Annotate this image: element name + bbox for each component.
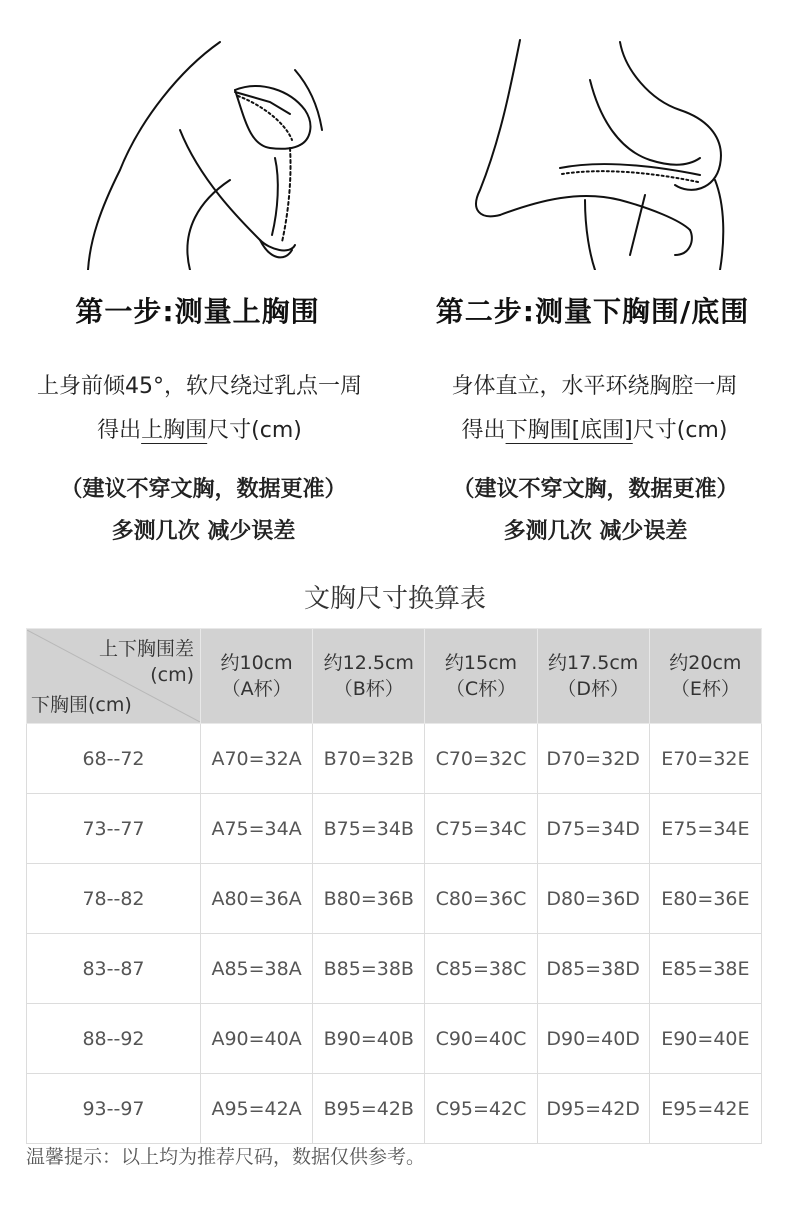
under-bust-drawing: [450, 30, 790, 270]
column-c-cup: （C杯）: [445, 678, 517, 700]
size-cell: C75=34C: [425, 794, 537, 864]
column-header-d: [537, 629, 649, 724]
size-cell: E95=42E: [649, 1074, 761, 1144]
step1-desc-prefix: 得出: [97, 418, 142, 443]
size-cell: E70=32E: [649, 724, 761, 794]
size-cell: A90=40A: [201, 1004, 313, 1074]
table-row: [27, 1074, 762, 1144]
band-cell: 78--82: [27, 864, 201, 934]
step1-desc-measure: 上胸围: [141, 418, 208, 443]
step1-tip-line1: （建议不穿文胸，数据更准）: [60, 477, 347, 502]
table-row: [27, 794, 762, 864]
step2-tip-line2: 多测几次 减少误差: [503, 519, 688, 544]
size-cell: E80=36E: [649, 864, 761, 934]
table-corner-header: [27, 629, 201, 724]
size-cell: C85=38C: [425, 934, 537, 1004]
table-row: [27, 934, 762, 1004]
size-cell: D80=36D: [537, 864, 649, 934]
column-c-diff: 约15cm: [444, 652, 518, 674]
table-row: [27, 1004, 762, 1074]
step2-desc-line1: 身体直立，水平环绕胸腔一周: [451, 374, 738, 399]
size-cell: A75=34A: [201, 794, 313, 864]
illustration-under-bust: [450, 30, 790, 270]
step1-desc-suffix: 尺寸(cm): [207, 418, 302, 443]
step2-tip-line1: （建议不穿文胸，数据更准）: [452, 477, 739, 502]
column-a-diff: 约10cm: [220, 652, 293, 674]
table-row: [27, 724, 762, 794]
band-cell: 73--77: [27, 794, 201, 864]
size-cell: A95=42A: [201, 1074, 313, 1144]
column-e-cup: （E杯）: [670, 678, 740, 700]
band-cell: 93--97: [27, 1074, 201, 1144]
corner-top-unit: (cm): [150, 664, 194, 686]
band-cell: 68--72: [27, 724, 201, 794]
size-cell: D75=34D: [537, 794, 649, 864]
table-header-row: [27, 629, 762, 724]
column-header-b: [313, 629, 425, 724]
column-header-a: [201, 629, 313, 724]
corner-top-label: 上下胸围差: [98, 638, 194, 660]
step1-tip-line2: 多测几次 减少误差: [111, 519, 296, 544]
band-cell: 88--92: [27, 1004, 201, 1074]
step2-desc-line2: [397, 416, 790, 446]
step2-title: 第二步:测量下胸围/底围: [435, 295, 750, 328]
size-cell: C90=40C: [425, 1004, 537, 1074]
size-cell: B90=40B: [313, 1004, 425, 1074]
size-cell: B70=32B: [313, 724, 425, 794]
size-cell: B85=38B: [313, 934, 425, 1004]
column-b-cup: （B杯）: [333, 678, 404, 700]
step1-desc-line2: [2, 416, 397, 446]
column-d-cup: （D杯）: [557, 678, 629, 700]
size-cell: A70=32A: [201, 724, 313, 794]
size-cell: B95=42B: [313, 1074, 425, 1144]
size-cell: C80=36C: [425, 864, 537, 934]
size-cell: D90=40D: [537, 1004, 649, 1074]
size-cell: C70=32C: [425, 724, 537, 794]
table-row: [27, 864, 762, 934]
size-cell: E85=38E: [649, 934, 761, 1004]
size-cell: C95=42C: [425, 1074, 537, 1144]
step1-desc-line1: 上身前倾45°，软尺绕过乳点一周: [37, 374, 362, 399]
footnote: 温馨提示：以上均为推荐尺码，数据仅供参考。: [26, 1146, 426, 1168]
column-e-diff: 约20cm: [669, 652, 742, 674]
size-cell: E90=40E: [649, 1004, 761, 1074]
band-cell: 83--87: [27, 934, 201, 1004]
size-cell: A80=36A: [201, 864, 313, 934]
step2-desc-prefix: 得出: [461, 418, 506, 443]
column-d-diff: 约17.5cm: [548, 652, 639, 674]
size-cell: B75=34B: [313, 794, 425, 864]
step1-title: 第一步:测量上胸围: [75, 295, 320, 328]
size-cell: D85=38D: [537, 934, 649, 1004]
illustration-upper-bust: [60, 30, 400, 270]
size-cell: D70=32D: [537, 724, 649, 794]
size-cell: D95=42D: [537, 1074, 649, 1144]
size-conversion-table: [26, 628, 762, 1144]
size-table-title: 文胸尺寸换算表: [303, 584, 486, 614]
size-cell: B80=36B: [313, 864, 425, 934]
column-a-cup: （A杯）: [221, 678, 292, 700]
column-header-c: [425, 629, 537, 724]
corner-bottom-label: 下胸围(cm): [31, 694, 132, 716]
step2-desc-measure: 下胸围[底围]: [505, 418, 633, 443]
size-cell: E75=34E: [649, 794, 761, 864]
column-header-e: [649, 629, 761, 724]
size-cell: A85=38A: [201, 934, 313, 1004]
upper-bust-drawing: [60, 30, 400, 270]
column-b-diff: 约12.5cm: [323, 652, 414, 674]
step2-desc-suffix: 尺寸(cm): [632, 418, 728, 443]
